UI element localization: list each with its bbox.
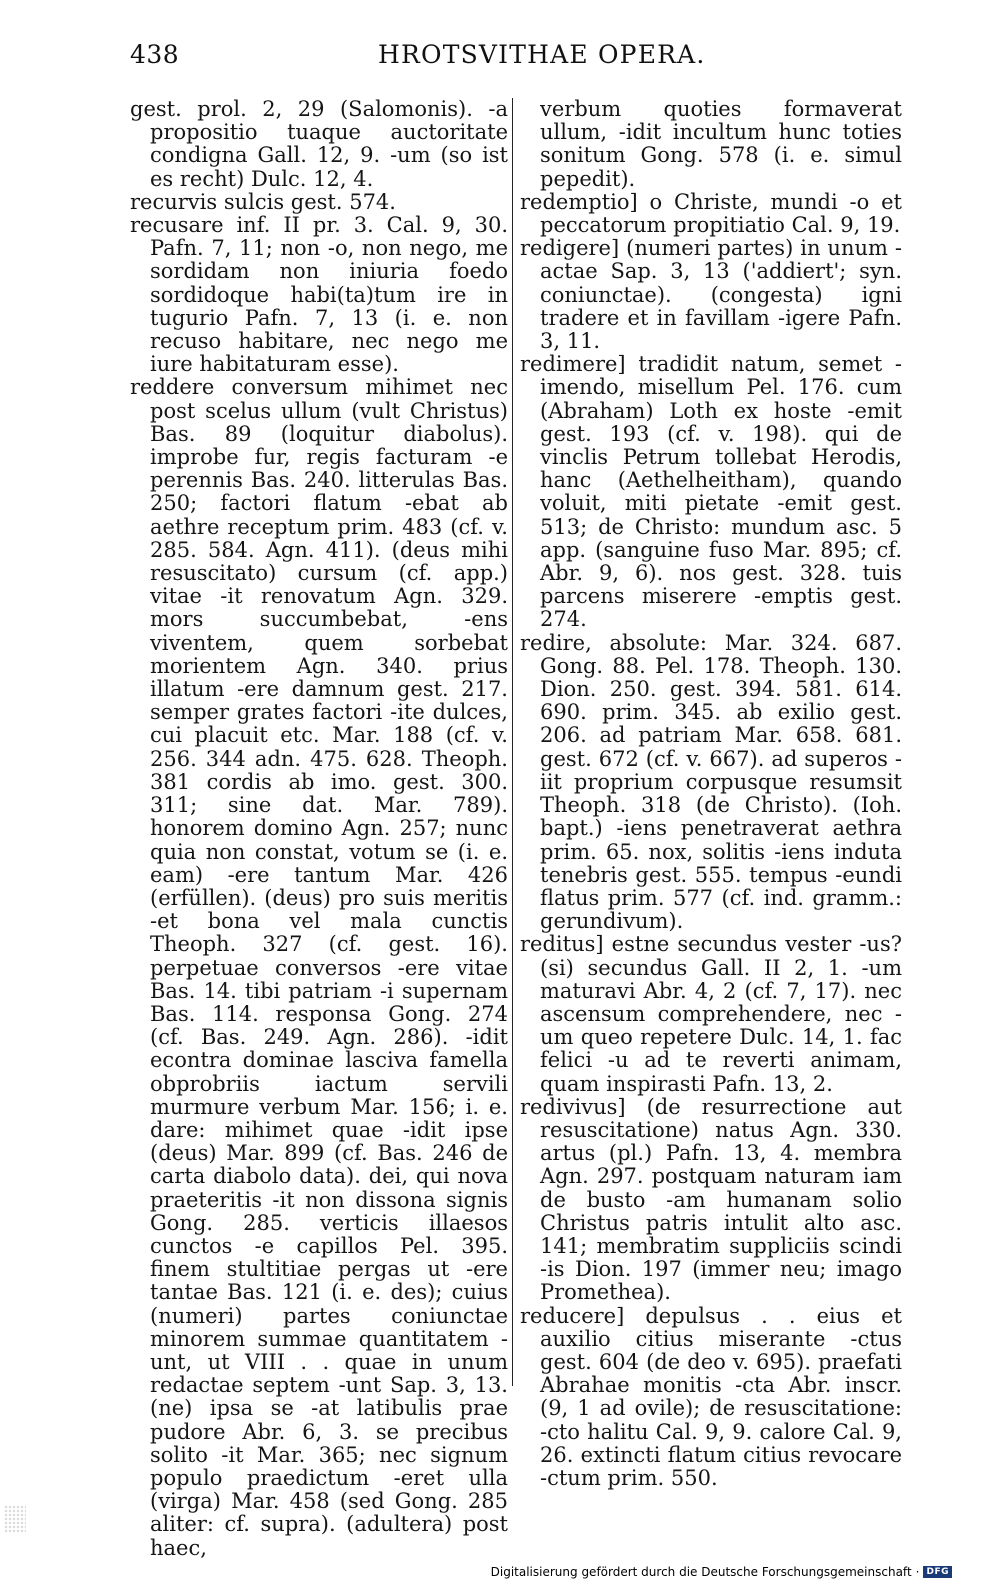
entry: reditus] estne secundus vester -us? (si) secundus Gall. II 2, 1. -um maturavi Abr. 4, 2 (cf. 7, 17). nec ascensum comprehendere, nec -um queo repetere Dulc. 14, 1. fac felici -u ad te reverti animam, quam inspirasti Pafn. 13, 2. (520, 932, 902, 1096)
footer-credit: Digitalisierung gefördert durch die Deutsche Forschungsgemeinschaft (490, 1565, 912, 1579)
dfg-logo: DFG (923, 1566, 952, 1578)
running-title: HROTSVITHAE OPERA. (378, 40, 706, 69)
entry: gest. prol. 2, 29 (Salomonis). -a propositio tuaque auctoritate condigna Gall. 12, 9. -um (so ist es recht) Dulc. 12, 4. (130, 97, 508, 191)
footer: Digitalisierung gefördert durch die Deutsche Forschungsgemeinschaft · DFG (491, 1565, 952, 1579)
left-column (130, 98, 508, 1560)
entry: redivivus] (de resurrectione aut resuscitatione) natus Agn. 330. artus (pl.) Pafn. 13, 4. membra Agn. 297. postquam naturam iam de busto -am humanam solio Christus patris intulit alto asc. 141; membratim suppliciis scindi -is Dion. 197 (immer neu; imago Promethea). (520, 1094, 902, 1305)
entry: reducere] depulsus . . eius et auxilio citius miserante -ctus gest. 604 (de deo v. 695). praefati Abrahae monitis -cta Abr. inscr. (9, 1 ad ovile); de resuscitatione: -cto halitu Cal. 9, 9. calore Cal. 9, 26. extincti flatum citius revocare -ctum prim. 550. (520, 1303, 902, 1490)
column-divider (512, 98, 513, 1386)
library-stamp-icon (4, 1505, 26, 1533)
entry: redigere] (numeri partes) in unum -actae Sap. 3, 13 ('addiert'; syn. coniunctae). (congesta) igni tradere et in favillam -igere Pafn. 3, 11. (520, 236, 902, 354)
right-column (520, 98, 902, 1490)
entry: redimere] tradidit natum, semet -imendo, misellum Pel. 176. cum (Abraham) Loth ex hoste -emit gest. 193 (cf. v. 198). qui de vinclis Petrum tollebat Herodis, hanc (Aethelheitham), quando voluit, miti pietate -emit gest. 513; de Christo: mundum asc. 5 app. (sanguine fuso Mar. 895; cf. Abr. 9, 6). nos gest. 328. tuis parcens miserere -emptis gest. 274. (520, 352, 902, 632)
entry: redire, absolute: Mar. 324. 687. Gong. 88. Pel. 178. Theoph. 130. Dion. 250. gest. 394. 581. 614. 690. prim. 345. ab exilio gest. 206. ad patriam Mar. 658. 681. gest. 672 (cf. v. 667). ad superos -iit proprium corpusque resumsit Theoph. 318 (de Christo). (Ioh. bapt.) -iens penetraverat aethra prim. 65. nox, solitis -iens induta tenebris gest. 555. tempus -eundi flatus prim. 577 (cf. ind. gramm.: gerundivum). (520, 630, 902, 934)
entry: recusare inf. II pr. 3. Cal. 9, 30. Pafn. 7, 11; non -o, non nego, me sordidam non iniuria foedo sordidoque habi(ta)tum ire in tugurio Pafn. 7, 13 (i. e. non recuso habitare, nec nego me iure habitaturam esse). (130, 213, 508, 377)
page-number: 438 (130, 40, 180, 69)
entry: recurvis sulcis gest. 574. (130, 189, 396, 214)
entry: reddere conversum mihimet nec post scelus ullum (vult Christus) Bas. 89 (loquitur diabolus). improbe fur, regis facturam -e perennis Bas. 240. litterulas Bas. 250; factori flatum -ebat ab aethre receptum prim. 483 (cf. v. 285. 584. Agn. 411). (deus mihi resuscitato) cursum (cf. app.) vitae -it renovatum Agn. 329. mors succumbebat, -ens viventem, quem sorbebat morientem Agn. 340. prius illatum -ere damnum gest. 217. semper grates factori -ite dulces, cui placuit etc. Mar. 188 (cf. v. 256. 344 adn. 475. 628. Theoph. 381 cordis ab imo. gest. 300. 311; sine dat. Mar. 789). honorem domino Agn. 257; nunc quia non constat, votum se (i. e. eam) -ere tantum Mar. 426 (erfüllen). (deus) pro suis meritis -et bona vel mala cunctis Theoph. 327 (cf. gest. 16). perpetuae conversos -ere vitae Bas. 14. tibi patriam -i supernam Bas. 114. responsa Gong. 274 (cf. Bas. 249. Agn. 286). -idit econtra dominae lasciva famella obprobriis iactum servili murmure verbum Mar. 156; i. e. dare: mihimet quae -idit ipse (deus) Mar. 899 (cf. Bas. 246 de carta diabolo data). dei, qui nova praeteritis -it non dissona signis Gong. 285. verticis illaesos cunctos -e capillos Pel. 395. finem stultitiae pergas ut -ere tantae Bas. 121 (i. e. des); cuius (numeri) partes coniunctae minorem summae quantitatem -unt, ut VIII . . quae in unum redactae septem -unt Sap. 3, 13. (ne) ipsa se -at latibulis prae pudore Abr. 6, 3. se precibus solito -it Mar. 365; nec signum populo praedictum -eret ulla (virga) Mar. 458 (sed Gong. 285 aliter: cf. supra). (adultera) post haec, (130, 375, 508, 1560)
entry: redemptio] o Christe, mundi -o et peccatorum propitiatio Cal. 9, 19. (520, 189, 902, 238)
entry-continuation: verbum quoties formaverat ullum, -idit incultum hunc toties sonitum Gong. 578 (i. e. simul pepedit). (540, 97, 902, 191)
